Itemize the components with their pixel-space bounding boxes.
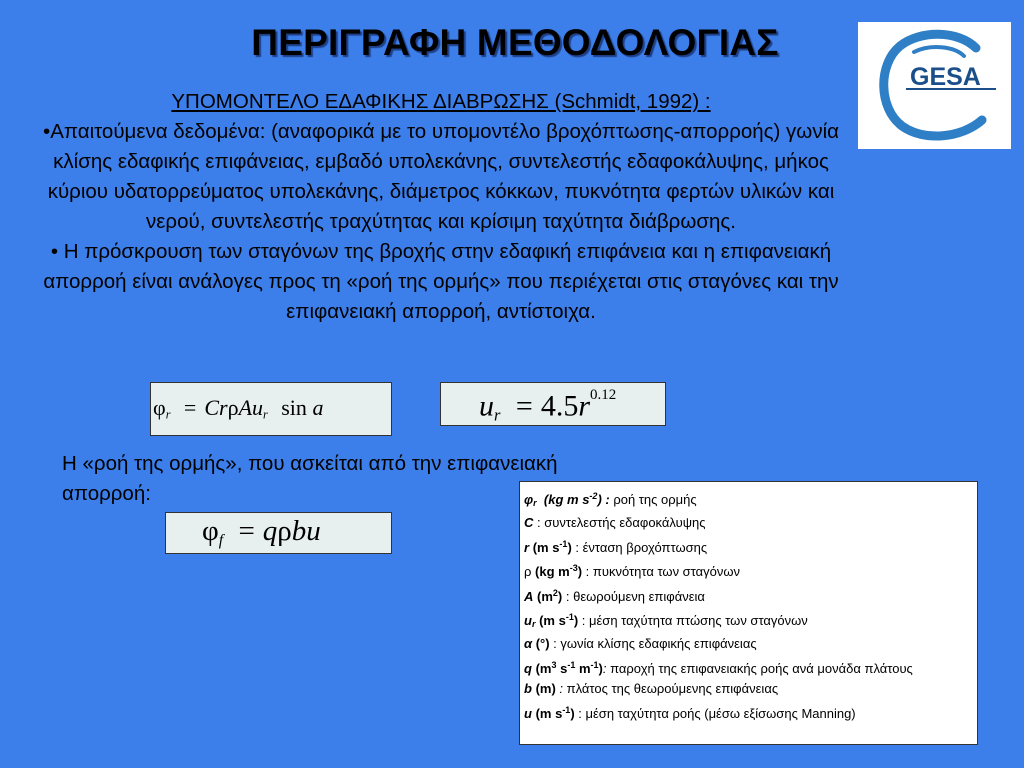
formula-phi-r [150, 382, 392, 436]
gesa-logo-icon [858, 22, 1011, 149]
f1-a: A [238, 395, 253, 420]
f3-q: q [262, 515, 278, 547]
bullet-required-data: •Απαιτούμενα δεδομένα: (αναφορικά με το υπομοντέλο βροχόπτωσης-απορροής) γωνία κλίσης εδαφικής επιφάνειας, εμβαδό υπολεκάνης, συντελεστής εδαφοκάλυψης, μήκος κύριου υδατορρεύματος υπολεκάνης, διάμετρος κόκκων, πυκνότητα φερτών υλικών και νερού, συντελεστής τραχύτητας και κρίσιμη ταχύτητα διάβρωσης. [43, 120, 839, 233]
f3-phi: φ [202, 515, 219, 547]
logo-text: GESA [910, 63, 981, 91]
f2-exp: 0.12 [590, 387, 617, 403]
f1-c: C [204, 395, 220, 420]
momentum-flow-runoff-text: Η «ροή της ορμής», που ασκείται από την επιφανειακή απορροή: [62, 452, 558, 505]
legend-row-q: q ($m^3$ $s^{-1}$ $m^{-1}$): παροχή της επιφανειακής ροής ανά μονάδα πλάτους [524, 659, 913, 676]
f1-sin: sin [281, 395, 307, 420]
legend-row-u: u (m $s^{-1}$) : μέση ταχύτητα ροής (μέσω εξίσωσης Manning) [524, 704, 856, 721]
main-text [30, 87, 852, 327]
gesa-logo [858, 22, 1011, 149]
f1-u-sub: r [263, 407, 268, 422]
legend-row-c: C : συντελεστής εδαφοκάλυψης [524, 515, 706, 531]
f3-phi-sub: f [218, 531, 224, 549]
formula-u-r [440, 382, 666, 426]
f3-b: b [291, 515, 307, 547]
bullet-momentum-flow: • Η πρόσκρουση των σταγόνων της βροχής στην εδαφική επιφάνεια και η επιφανειακή απορροή είναι ανάλογες προς τη «ροή της ορμής» που περιέχεται στις σταγόνες και την επιφανειακή απορροή, αντίστοιχα. [43, 240, 839, 323]
legend-row-alpha: α (°) : γωνία κλίσης εδαφικής επιφάνειας [524, 636, 757, 652]
legend-row-a: A $(m^2)$ : θεωρούμενη επιφάνεια [524, 587, 705, 604]
f2-coef: 4.5 [540, 389, 579, 423]
legend-row-r: r (m $s^{-1}$) : ένταση βροχόπτωσης [524, 538, 708, 555]
legend-row-b: b (m) : πλάτος της θεωρούμενης επιφάνειας [524, 681, 779, 697]
legend-row-rho: ρ (kg $m^{-3}$) : πυκνότητα των σταγόνων [524, 563, 741, 580]
f2-u: u [479, 389, 494, 423]
legend-row-u-r: $u_r$ (m $s^{-1}$) : μέση ταχύτητα πτώσης των σταγόνων [524, 612, 808, 630]
f3-rho: ρ [277, 515, 292, 547]
f1-phi: φ [153, 395, 166, 420]
f2-u-sub: r [494, 405, 501, 425]
f1-phi-sub: r [165, 407, 171, 422]
formula-phi-f [165, 512, 392, 554]
f3-eq: = [238, 515, 255, 547]
f1-alpha: a [312, 395, 324, 420]
legend-row-phi-r: $\varphi_r$ (kg m $s^{-2}$) : ροή της ορμής [524, 491, 697, 508]
f2-r: r [578, 389, 591, 423]
f3-u: u [306, 515, 321, 547]
f2-eq: = [515, 389, 533, 423]
f1-u: u [252, 395, 264, 420]
submodel-subtitle: ΥΠΟΜΟΝΤΕΛΟ ΕΔΑΦΙΚΗΣ ΔΙΑΒΡΩΣΗΣ (Schmidt, 1992) : [171, 90, 711, 113]
slide-title: ΠΕΡΙΓΡΑΦΗ ΜΕΘΟΔΟΛΟΓΙΑΣ [251, 22, 779, 63]
f1-rho: ρ [227, 395, 239, 420]
f1-eq: = [183, 395, 197, 420]
f1-r: r [219, 395, 228, 420]
symbol-legend [519, 481, 978, 745]
